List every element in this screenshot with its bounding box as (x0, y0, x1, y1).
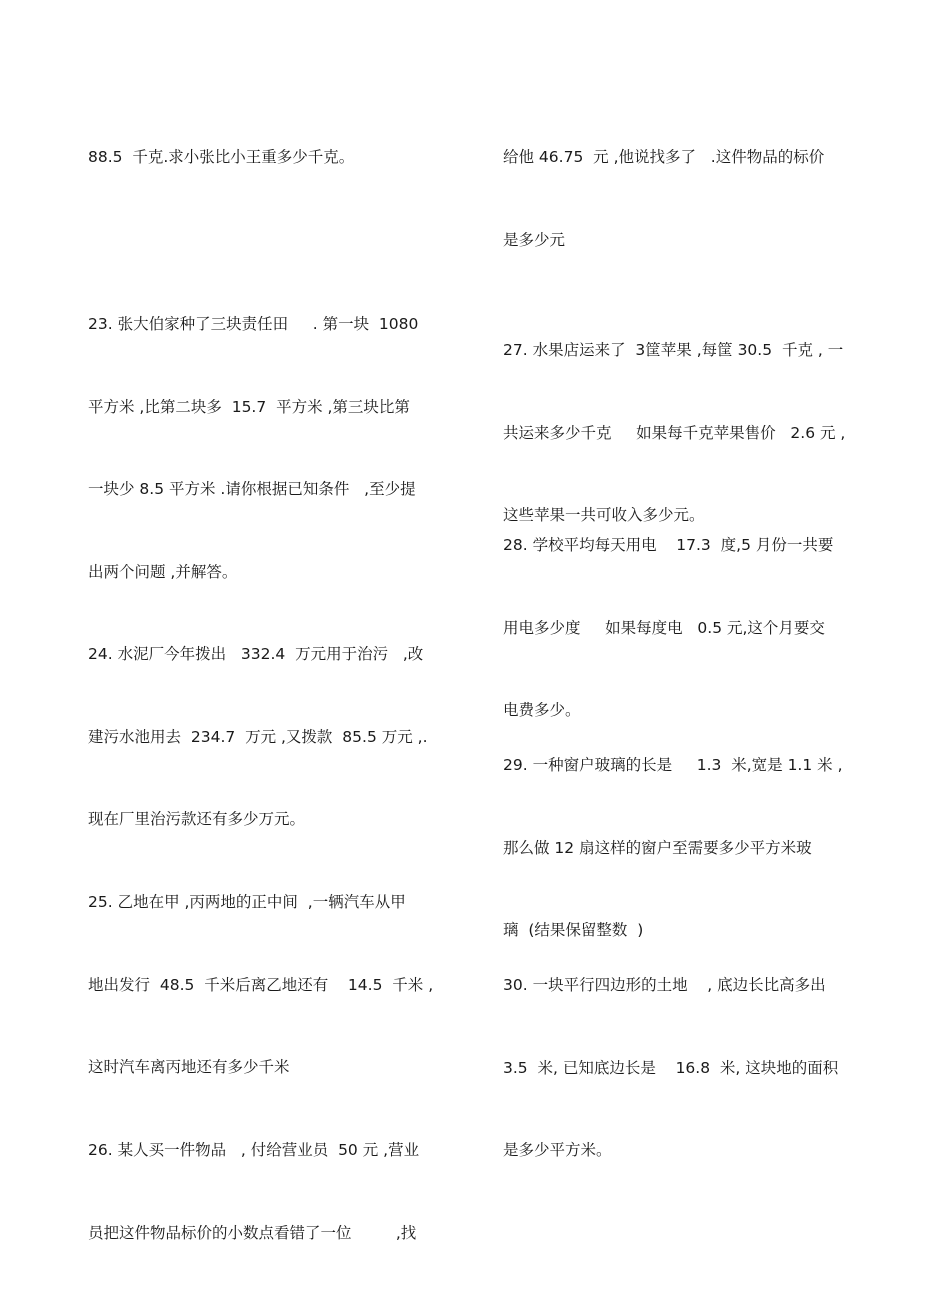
problem-line: 26. 某人买一件物品 , 付给营业员 50 元 ,营业 (88, 1141, 420, 1159)
problem-23 (88, 256, 460, 641)
problem-line: 共运来多少千克 如果每千克苹果售价 2.6 元 , (503, 423, 846, 442)
problem-line: 出两个问题 ,并解答。 (88, 562, 238, 581)
problem-line: 电费多少。 (503, 701, 581, 719)
problem-line: 3.5 米, 已知底边长是 16.8 米, 这块地的面积 (503, 1058, 839, 1077)
problem-line: 平方米 ,比第二块多 15.7 平方米 ,第三块比第 (88, 397, 410, 416)
problem-30 (503, 917, 875, 1220)
problem-line: 27. 水果店运来了 3筐苹果 ,每筐 30.5 千克 , 一 (503, 341, 844, 359)
problem-line: 用电多少度 如果每度电 0.5 元,这个月要交 (503, 618, 825, 637)
problem-26-continuation (503, 89, 875, 309)
problem-line: 那么做 12 扇这样的窗户至需要多少平方米玻 (503, 838, 812, 857)
problem-26 (88, 1082, 460, 1302)
problem-line: 给他 46.75 元 ,他说找多了 .这件物品的标价 (503, 148, 825, 166)
problem-line: 这时汽车离丙地还有多少千米 (88, 1058, 290, 1076)
problem-line: 24. 水泥厂今年拨出 332.4 万元用于治污 ,改 (88, 645, 424, 663)
problem-line: 现在厂里治污款还有多少万元。 (88, 810, 306, 828)
problem-line: 28. 学校平均每天用电 17.3 度,5 月份一共要 (503, 536, 834, 554)
problem-line: 地出发行 48.5 千米后离乙地还有 14.5 千米 , (88, 975, 434, 994)
problem-line: 璃 (结果保留整数 ) (503, 921, 644, 939)
problem-line: 是多少元 (503, 230, 566, 249)
problem-line: 建污水池用去 234.7 万元 ,又拨款 85.5 万元 ,. (88, 727, 428, 746)
problem-line: 25. 乙地在甲 ,丙两地的正中间 ,一辆汽车从甲 (88, 893, 406, 911)
problem-22-continuation (88, 89, 460, 227)
problem-line: 员把这件物品标价的小数点看错了一位 ,找 (88, 1223, 417, 1242)
problem-line: 88.5 千克.求小张比小王重多少千克。 (88, 148, 355, 166)
problem-line: 29. 一种窗户玻璃的长是 1.3 米,宽是 1.1 米 , (503, 756, 843, 774)
problem-line: 23. 张大伯家种了三块责任田 . 第一块 1080 (88, 315, 419, 333)
problem-line: 这些苹果一共可收入多少元。 (503, 506, 705, 524)
problem-line: 一块少 8.5 平方米 .请你根据已知条件 ,至少提 (88, 480, 416, 498)
problem-line: 是多少平方米。 (503, 1141, 612, 1159)
problem-line: 30. 一块平行四边形的土地 , 底边长比高多出 (503, 976, 826, 994)
